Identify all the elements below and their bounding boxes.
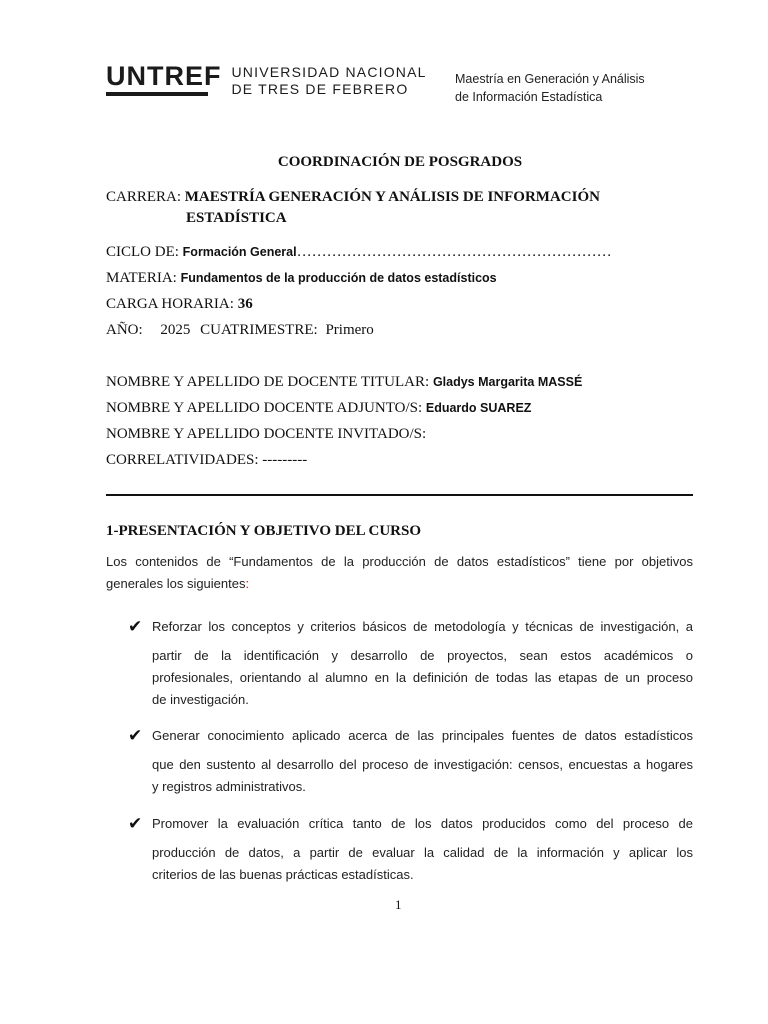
correlatividades-value: --------- — [262, 452, 308, 468]
carga-value: 36 — [237, 296, 253, 312]
carrera-label: CARRERA: — [106, 189, 185, 205]
carga-label: CARGA HORARIA: — [106, 296, 238, 312]
logo-line-1: UNIVERSIDAD NACIONAL — [231, 64, 427, 80]
objective-2-line-2: que den sustento al desarrollo del proceso de investigación: censos, encuestas a hogares — [152, 757, 693, 772]
intro-paragraph — [106, 551, 693, 595]
ciclo-field — [106, 242, 612, 262]
objective-text-2 — [152, 725, 693, 798]
objective-item-3 — [128, 813, 693, 886]
ciclo-value: Formación General — [182, 245, 297, 259]
objective-text-3 — [152, 813, 693, 886]
section-heading: 1-PRESENTACIÓN Y OBJETIVO DEL CURSO — [106, 523, 422, 539]
titular-value: Gladys Margarita MASSÉ — [432, 375, 583, 389]
carrera-value: MAESTRÍA GENERACIÓN Y ANÁLISIS DE INFORMACIÓN — [184, 189, 600, 205]
program-header — [455, 70, 645, 106]
adjunto-value: Eduardo SUAREZ — [425, 401, 532, 415]
anio-field — [106, 320, 374, 340]
program-header-line-1: Maestría en Generación y Análisis — [455, 72, 645, 86]
objective-1-line-3: profesionales, orientando al alumno en la definición de todas las etapas de un proceso — [152, 670, 693, 685]
intro-line-2 — [106, 573, 693, 595]
adjunto-field — [106, 398, 531, 418]
correlatividades-label: CORRELATIVIDADES: — [106, 452, 263, 468]
objective-1-line-4: de investigación. — [152, 692, 249, 707]
titular-field — [106, 372, 582, 392]
carrera-field — [106, 187, 600, 207]
objective-3-line-1: Promover la evaluación crítica tanto de los datos producidos como del proceso de — [152, 816, 693, 831]
intro-line-1: Los contenidos de “Fundamentos de la producción de datos estadísticos” tiene por objetivos — [106, 554, 693, 569]
objective-3-line-3: criterios de las buenas prácticas estadísticas. — [152, 867, 414, 882]
materia-label: MATERIA: — [106, 270, 181, 286]
logo-mark: UNTREF — [106, 61, 222, 91]
program-header-line-2: de Información Estadística — [455, 90, 603, 104]
objective-item-1 — [128, 616, 693, 711]
checkmark-icon: ✔ — [128, 814, 143, 833]
intro-line-2-text: generales los siguientes — [106, 576, 246, 591]
materia-field — [106, 268, 497, 288]
ciclo-dots: ……………………………………………………… — [296, 244, 612, 260]
objective-item-2 — [128, 725, 693, 798]
checkmark-icon: ✔ — [128, 617, 143, 636]
cuatrimestre-label: CUATRIMESTRE: — [200, 322, 318, 338]
checkmark-icon: ✔ — [128, 726, 143, 745]
adjunto-label: NOMBRE Y APELLIDO DOCENTE ADJUNTO/S: — [106, 400, 426, 416]
page-title: COORDINACIÓN DE POSGRADOS — [277, 154, 523, 170]
carga-field — [106, 294, 253, 314]
invitado-field: NOMBRE Y APELLIDO DOCENTE INVITADO/S: — [106, 426, 427, 442]
anio-label: AÑO: — [106, 322, 143, 338]
titular-label: NOMBRE Y APELLIDO DE DOCENTE TITULAR: — [106, 374, 433, 390]
objective-1-line-1: Reforzar los conceptos y criterios básicos de metodología y técnicas de investigación, a — [152, 619, 693, 634]
logo-underline — [106, 92, 208, 96]
objective-text-1 — [152, 616, 693, 711]
objective-2-line-3: y registros administrativos. — [152, 779, 306, 794]
materia-value: Fundamentos de la producción de datos estadísticos — [180, 271, 497, 285]
objective-2-line-1: Generar conocimiento aplicado acerca de las principales fuentes de datos estadísticos — [152, 728, 693, 743]
correlatividades-field — [106, 450, 307, 470]
anio-value: 2025 — [160, 322, 191, 338]
logo-line-2: DE TRES DE FEBRERO — [231, 81, 409, 97]
logo-subtitle — [232, 64, 427, 98]
objective-1-line-2: partir de la identificación y desarrollo de proyectos, sean estos académicos o — [152, 648, 693, 663]
page-number: 1 — [395, 897, 402, 912]
horizontal-divider — [106, 494, 693, 496]
ciclo-label: CICLO DE: — [106, 244, 183, 260]
intro-colon: : — [245, 576, 250, 591]
cuatrimestre-value: Primero — [325, 322, 374, 338]
carrera-value-line-2: ESTADÍSTICA — [186, 210, 287, 226]
objective-3-line-2: producción de datos, a partir de evaluar la calidad de la información y aplicar los — [152, 845, 693, 860]
